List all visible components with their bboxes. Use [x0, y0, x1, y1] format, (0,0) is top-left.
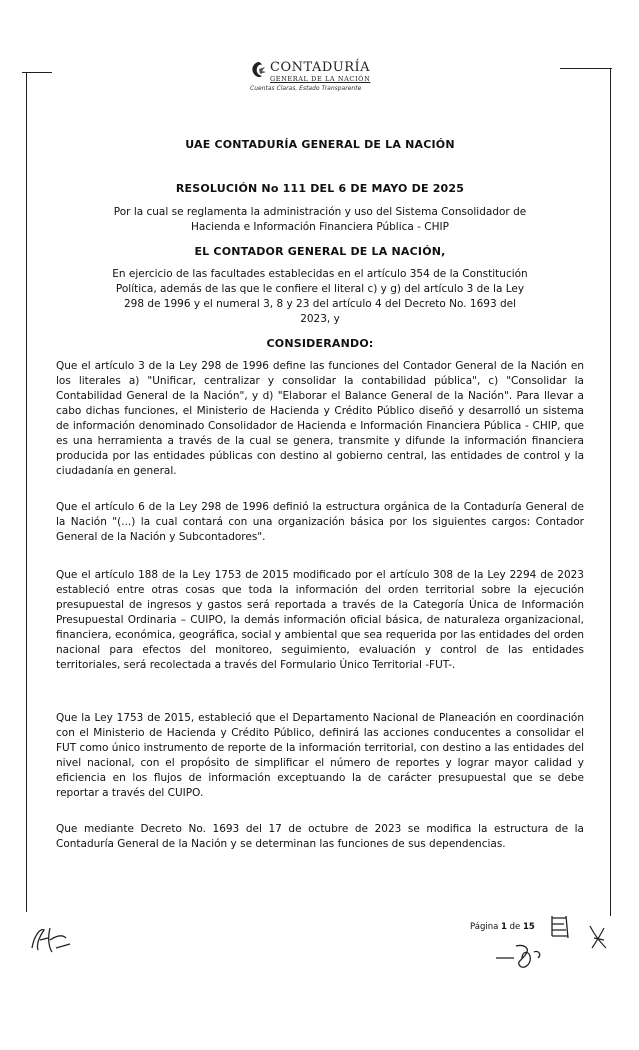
page-of: de — [509, 922, 521, 932]
faculties-text — [60, 267, 580, 327]
handwritten-mark — [548, 912, 574, 940]
logo-subtitle: GENERAL DE LA NACIÓN — [270, 75, 371, 83]
considerando-heading: CONSIDERANDO: — [266, 337, 374, 350]
subject-line: Hacienda e Información Financiera Pública - CHIP — [191, 221, 449, 233]
faculties-line: En ejercicio de las facultades establecidas en el artículo 354 de la Constitución — [112, 268, 528, 280]
handwritten-signature — [494, 938, 546, 972]
logo-emblem-icon — [248, 60, 268, 82]
subject-line: Por la cual se reglamenta la administración y uso del Sistema Consolidador de — [113, 206, 527, 218]
authority-heading: EL CONTADOR GENERAL DE LA NACIÓN, — [194, 245, 446, 258]
resolution-subject — [60, 205, 580, 235]
considerando-paragraph: Que el artículo 6 de la Ley 298 de 1996 definió la estructura orgánica de la Contaduría General de la Nación "(...) la cual contará con una organización básica por los siguientes cargos: Contador General de la Nación y Subcontadores". — [56, 501, 584, 543]
page-number — [470, 922, 535, 932]
considerando-paragraph: Que el artículo 3 de la Ley 298 de 1996 define las funciones del Contador General de la Nación en los literales a) "Unificar, centralizar y consolidar la contabilidad pública", c) "Consolidar la Contabilidad General de la Nación", y d) "Elaborar el Balance General de la Nación". Para llevar a cabo dichas funciones, el Ministerio de Hacienda y Crédito Público diseñó y desarrolló un sistema de información denominado Consolidador de Hacienda e Información Financiera Pública - CHIP, que es una herramienta a través de la cual se genera, transmite y difunde la información financiera producida por las entidades públicas con destino al gobierno central, las entidades de control y la ciudadanía en general. — [56, 360, 584, 477]
handwritten-initials-left — [26, 918, 76, 958]
logo-slogan: Cuentas Claras, Estado Transparente — [250, 85, 362, 92]
handwritten-initials-right — [584, 920, 612, 954]
page-word: Página — [470, 922, 499, 932]
page-current: 1 — [501, 922, 507, 932]
considerando-paragraph: Que el artículo 188 de la Ley 1753 de 2015 modificado por el artículo 308 de la Ley 2294 de 2023 estableció entre otras cosas que toda la información del orden territorial sobre la ejecución presupuestal de ingresos y gastos será reportada a través de la Categoría Única de Información Presupuestal Ordinaria – CUIPO, la demás información oficial básica, de naturaleza organizacional, financiera, económica, geográfica, social y ambiental que sea requerida por las entidades del orden nacional para efectos del monitoreo, seguimiento, evaluación y control de las entidades territoriales, será recolectada a través del Formulario Único Territorial -FUT-. — [56, 569, 584, 671]
contaduria-logo — [248, 60, 378, 100]
considerando-paragraph: Que la Ley 1753 de 2015, estableció que el Departamento Nacional de Planeación en coordinación con el Ministerio de Hacienda y Crédito Público, definirá las acciones conducentes a consolidar el FUT como único instrumento de reporte de la información territorial, con destino a las entidades del nivel nacional, con el propósito de simplificar el número de reportes y lograr mayor calidad y eficiencia en los flujos de información exceptuando la de carácter presupuestal que se debe reportar a través del CUIPO. — [56, 712, 584, 799]
considerando-paragraph: Que mediante Decreto No. 1693 del 17 de octubre de 2023 se modifica la estructura de la Contaduría General de la Nación y se determinan las funciones de sus dependencias. — [56, 823, 584, 850]
page-total: 15 — [522, 922, 535, 932]
faculties-line: 298 de 1996 y el numeral 3, 8 y 23 del artículo 4 del Decreto No. 1693 del — [123, 298, 517, 310]
faculties-line: Política, además de las que le confiere el literal c) y g) del artículo 3 de la Ley — [115, 283, 525, 295]
scan-frame-mark — [610, 68, 611, 916]
resolution-title: RESOLUCIÓN No 111 DEL 6 DE MAYO DE 2025 — [175, 182, 465, 195]
faculties-line: 2023, y — [300, 313, 340, 325]
logo-name: CONTADURÍA — [270, 60, 371, 75]
scan-frame-mark — [560, 68, 612, 69]
entity-title: UAE CONTADURÍA GENERAL DE LA NACIÓN — [185, 138, 455, 151]
scan-frame-mark — [26, 72, 27, 912]
